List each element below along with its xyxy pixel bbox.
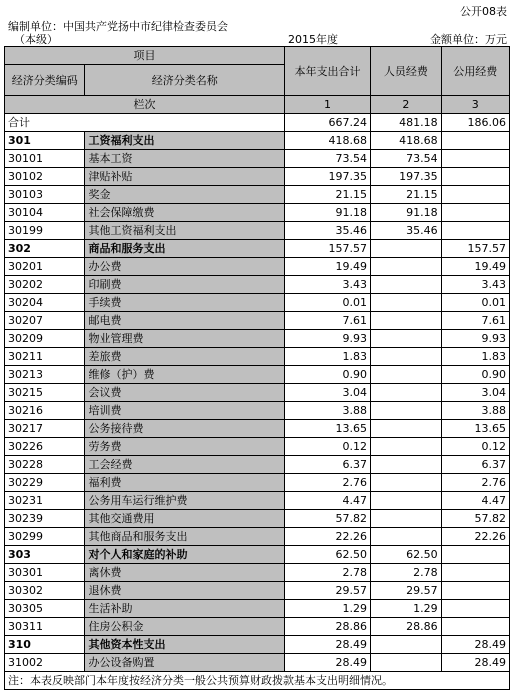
row-public bbox=[441, 150, 509, 168]
row-code: 30213 bbox=[5, 366, 85, 384]
row-total: 91.18 bbox=[285, 204, 371, 222]
row-public bbox=[441, 564, 509, 582]
row-public: 3.04 bbox=[441, 384, 509, 402]
total-header: 本年支出合计 bbox=[285, 47, 371, 96]
public-header: 公用经费 bbox=[441, 47, 509, 96]
table-row bbox=[5, 366, 510, 384]
row-name: 工会经费 bbox=[85, 456, 285, 474]
seq-3: 3 bbox=[441, 96, 509, 114]
row-personnel: 2.78 bbox=[371, 564, 442, 582]
row-personnel: 91.18 bbox=[371, 204, 442, 222]
row-total: 2.78 bbox=[285, 564, 371, 582]
row-name: 物业管理费 bbox=[85, 330, 285, 348]
row-total: 0.90 bbox=[285, 366, 371, 384]
row-name: 福利费 bbox=[85, 474, 285, 492]
row-code: 30207 bbox=[5, 312, 85, 330]
row-code: 30311 bbox=[5, 618, 85, 636]
row-code: 31002 bbox=[5, 654, 85, 672]
row-public: 4.47 bbox=[441, 492, 509, 510]
row-name: 奖金 bbox=[85, 186, 285, 204]
row-name: 工资福利支出 bbox=[85, 132, 285, 150]
table-row bbox=[5, 240, 510, 258]
row-personnel bbox=[371, 258, 442, 276]
header-row-item bbox=[5, 47, 510, 65]
row-code: 30204 bbox=[5, 294, 85, 312]
row-total: 2.76 bbox=[285, 474, 371, 492]
summary-label: 合计 bbox=[5, 114, 285, 132]
table-row bbox=[5, 618, 510, 636]
row-code: 30231 bbox=[5, 492, 85, 510]
row-public: 1.83 bbox=[441, 348, 509, 366]
row-code: 30103 bbox=[5, 186, 85, 204]
table-row bbox=[5, 222, 510, 240]
row-name: 商品和服务支出 bbox=[85, 240, 285, 258]
table-row bbox=[5, 600, 510, 618]
row-personnel bbox=[371, 474, 442, 492]
row-code: 30228 bbox=[5, 456, 85, 474]
table-number: 公开08表 bbox=[460, 5, 507, 18]
row-public: 28.49 bbox=[441, 654, 509, 672]
row-personnel bbox=[371, 276, 442, 294]
note-row bbox=[5, 672, 510, 690]
row-name: 公务接待费 bbox=[85, 420, 285, 438]
row-name: 劳务费 bbox=[85, 438, 285, 456]
code-header: 经济分类编码 bbox=[5, 65, 85, 96]
row-name: 离休费 bbox=[85, 564, 285, 582]
row-total: 3.04 bbox=[285, 384, 371, 402]
row-total: 6.37 bbox=[285, 456, 371, 474]
row-code: 30229 bbox=[5, 474, 85, 492]
row-personnel bbox=[371, 294, 442, 312]
row-total: 9.93 bbox=[285, 330, 371, 348]
row-total: 1.29 bbox=[285, 600, 371, 618]
row-code: 30202 bbox=[5, 276, 85, 294]
row-total: 13.65 bbox=[285, 420, 371, 438]
footnote: 注：本表反映部门本年度按经济分类一般公共预算财政拨款基本支出明细情况。 bbox=[5, 672, 510, 690]
table-row bbox=[5, 492, 510, 510]
fiscal-year: 2015年度 bbox=[288, 33, 338, 46]
row-personnel bbox=[371, 402, 442, 420]
row-personnel bbox=[371, 330, 442, 348]
table-row bbox=[5, 510, 510, 528]
row-code: 30199 bbox=[5, 222, 85, 240]
row-name: 对个人和家庭的补助 bbox=[85, 546, 285, 564]
row-code: 302 bbox=[5, 240, 85, 258]
seq-label: 栏次 bbox=[5, 96, 285, 114]
row-name: 会议费 bbox=[85, 384, 285, 402]
row-code: 30209 bbox=[5, 330, 85, 348]
row-code: 30239 bbox=[5, 510, 85, 528]
table-row bbox=[5, 312, 510, 330]
row-code: 310 bbox=[5, 636, 85, 654]
row-code: 30102 bbox=[5, 168, 85, 186]
row-code: 30101 bbox=[5, 150, 85, 168]
row-public: 2.76 bbox=[441, 474, 509, 492]
expenditure-table bbox=[4, 46, 510, 690]
table-row bbox=[5, 456, 510, 474]
row-public: 57.82 bbox=[441, 510, 509, 528]
row-name: 社会保障缴费 bbox=[85, 204, 285, 222]
summary-personnel: 481.18 bbox=[371, 114, 442, 132]
row-code: 301 bbox=[5, 132, 85, 150]
row-total: 35.46 bbox=[285, 222, 371, 240]
table-row bbox=[5, 402, 510, 420]
row-personnel bbox=[371, 510, 442, 528]
row-personnel: 28.86 bbox=[371, 618, 442, 636]
table-row bbox=[5, 636, 510, 654]
row-name: 生活补助 bbox=[85, 600, 285, 618]
table-row bbox=[5, 654, 510, 672]
row-public bbox=[441, 222, 509, 240]
row-public: 3.88 bbox=[441, 402, 509, 420]
row-name: 其他资本性支出 bbox=[85, 636, 285, 654]
row-code: 30104 bbox=[5, 204, 85, 222]
row-public: 3.43 bbox=[441, 276, 509, 294]
row-public bbox=[441, 168, 509, 186]
row-personnel: 35.46 bbox=[371, 222, 442, 240]
table-row bbox=[5, 258, 510, 276]
table-row bbox=[5, 420, 510, 438]
row-public bbox=[441, 546, 509, 564]
row-personnel: 418.68 bbox=[371, 132, 442, 150]
table-row bbox=[5, 150, 510, 168]
row-total: 1.83 bbox=[285, 348, 371, 366]
row-public: 9.93 bbox=[441, 330, 509, 348]
row-personnel bbox=[371, 384, 442, 402]
row-code: 30216 bbox=[5, 402, 85, 420]
table-row bbox=[5, 276, 510, 294]
row-code: 30217 bbox=[5, 420, 85, 438]
table-row bbox=[5, 546, 510, 564]
row-public: 0.12 bbox=[441, 438, 509, 456]
table-row bbox=[5, 204, 510, 222]
row-public: 6.37 bbox=[441, 456, 509, 474]
row-total: 4.47 bbox=[285, 492, 371, 510]
row-public: 13.65 bbox=[441, 420, 509, 438]
compiler-unit: 编制单位：中国共产党扬中市纪律检查委员会 bbox=[8, 20, 228, 33]
row-public: 0.90 bbox=[441, 366, 509, 384]
row-total: 28.86 bbox=[285, 618, 371, 636]
row-total: 21.15 bbox=[285, 186, 371, 204]
row-code: 30211 bbox=[5, 348, 85, 366]
row-public bbox=[441, 204, 509, 222]
table-row bbox=[5, 294, 510, 312]
row-total: 7.61 bbox=[285, 312, 371, 330]
personnel-header: 人员经费 bbox=[371, 47, 442, 96]
row-total: 73.54 bbox=[285, 150, 371, 168]
row-public bbox=[441, 186, 509, 204]
row-name: 手续费 bbox=[85, 294, 285, 312]
row-total: 29.57 bbox=[285, 582, 371, 600]
row-name: 退休费 bbox=[85, 582, 285, 600]
row-code: 30301 bbox=[5, 564, 85, 582]
table-row bbox=[5, 582, 510, 600]
row-code: 30305 bbox=[5, 600, 85, 618]
row-name: 办公费 bbox=[85, 258, 285, 276]
row-total: 62.50 bbox=[285, 546, 371, 564]
header-row-seq bbox=[5, 96, 510, 114]
row-public bbox=[441, 582, 509, 600]
row-name: 住房公积金 bbox=[85, 618, 285, 636]
row-code: 30215 bbox=[5, 384, 85, 402]
row-personnel bbox=[371, 348, 442, 366]
table-row bbox=[5, 168, 510, 186]
row-name: 办公设备购置 bbox=[85, 654, 285, 672]
row-personnel: 29.57 bbox=[371, 582, 442, 600]
row-code: 30299 bbox=[5, 528, 85, 546]
summary-total: 667.24 bbox=[285, 114, 371, 132]
row-code: 30302 bbox=[5, 582, 85, 600]
row-personnel bbox=[371, 312, 442, 330]
row-total: 19.49 bbox=[285, 258, 371, 276]
summary-public: 186.06 bbox=[441, 114, 509, 132]
row-personnel bbox=[371, 438, 442, 456]
summary-row bbox=[5, 114, 510, 132]
row-name: 其他交通费用 bbox=[85, 510, 285, 528]
row-public bbox=[441, 618, 509, 636]
row-personnel bbox=[371, 654, 442, 672]
row-name: 公务用车运行维护费 bbox=[85, 492, 285, 510]
row-name: 津贴补贴 bbox=[85, 168, 285, 186]
row-name: 培训费 bbox=[85, 402, 285, 420]
row-total: 157.57 bbox=[285, 240, 371, 258]
row-personnel bbox=[371, 492, 442, 510]
level-label: （本级） bbox=[14, 33, 58, 46]
row-total: 28.49 bbox=[285, 636, 371, 654]
row-name: 邮电费 bbox=[85, 312, 285, 330]
row-personnel: 21.15 bbox=[371, 186, 442, 204]
row-public: 0.01 bbox=[441, 294, 509, 312]
table-row bbox=[5, 528, 510, 546]
row-total: 197.35 bbox=[285, 168, 371, 186]
row-name: 基本工资 bbox=[85, 150, 285, 168]
row-personnel: 197.35 bbox=[371, 168, 442, 186]
row-name: 维修（护）费 bbox=[85, 366, 285, 384]
name-header: 经济分类名称 bbox=[85, 65, 285, 96]
row-personnel: 62.50 bbox=[371, 546, 442, 564]
row-total: 57.82 bbox=[285, 510, 371, 528]
row-public: 28.49 bbox=[441, 636, 509, 654]
row-total: 418.68 bbox=[285, 132, 371, 150]
row-personnel bbox=[371, 240, 442, 258]
row-personnel bbox=[371, 420, 442, 438]
row-name: 其他商品和服务支出 bbox=[85, 528, 285, 546]
row-public bbox=[441, 600, 509, 618]
money-unit: 金额单位：万元 bbox=[430, 33, 507, 46]
row-personnel bbox=[371, 528, 442, 546]
seq-2: 2 bbox=[371, 96, 442, 114]
row-total: 3.88 bbox=[285, 402, 371, 420]
seq-1: 1 bbox=[285, 96, 371, 114]
item-header: 项目 bbox=[5, 47, 285, 65]
row-total: 0.12 bbox=[285, 438, 371, 456]
row-code: 30226 bbox=[5, 438, 85, 456]
row-total: 0.01 bbox=[285, 294, 371, 312]
row-name: 差旅费 bbox=[85, 348, 285, 366]
table-row bbox=[5, 186, 510, 204]
row-personnel bbox=[371, 636, 442, 654]
table-row bbox=[5, 564, 510, 582]
row-public: 157.57 bbox=[441, 240, 509, 258]
row-personnel bbox=[371, 366, 442, 384]
row-personnel: 1.29 bbox=[371, 600, 442, 618]
row-total: 22.26 bbox=[285, 528, 371, 546]
table-row bbox=[5, 330, 510, 348]
row-name: 其他工资福利支出 bbox=[85, 222, 285, 240]
table-row bbox=[5, 132, 510, 150]
row-total: 3.43 bbox=[285, 276, 371, 294]
row-name: 印刷费 bbox=[85, 276, 285, 294]
row-public: 19.49 bbox=[441, 258, 509, 276]
table-row bbox=[5, 348, 510, 366]
row-total: 28.49 bbox=[285, 654, 371, 672]
table-row bbox=[5, 438, 510, 456]
row-personnel: 73.54 bbox=[371, 150, 442, 168]
row-public: 7.61 bbox=[441, 312, 509, 330]
row-personnel bbox=[371, 456, 442, 474]
row-public: 22.26 bbox=[441, 528, 509, 546]
row-code: 30201 bbox=[5, 258, 85, 276]
table-row bbox=[5, 474, 510, 492]
row-code: 303 bbox=[5, 546, 85, 564]
table-row bbox=[5, 384, 510, 402]
row-public bbox=[441, 132, 509, 150]
